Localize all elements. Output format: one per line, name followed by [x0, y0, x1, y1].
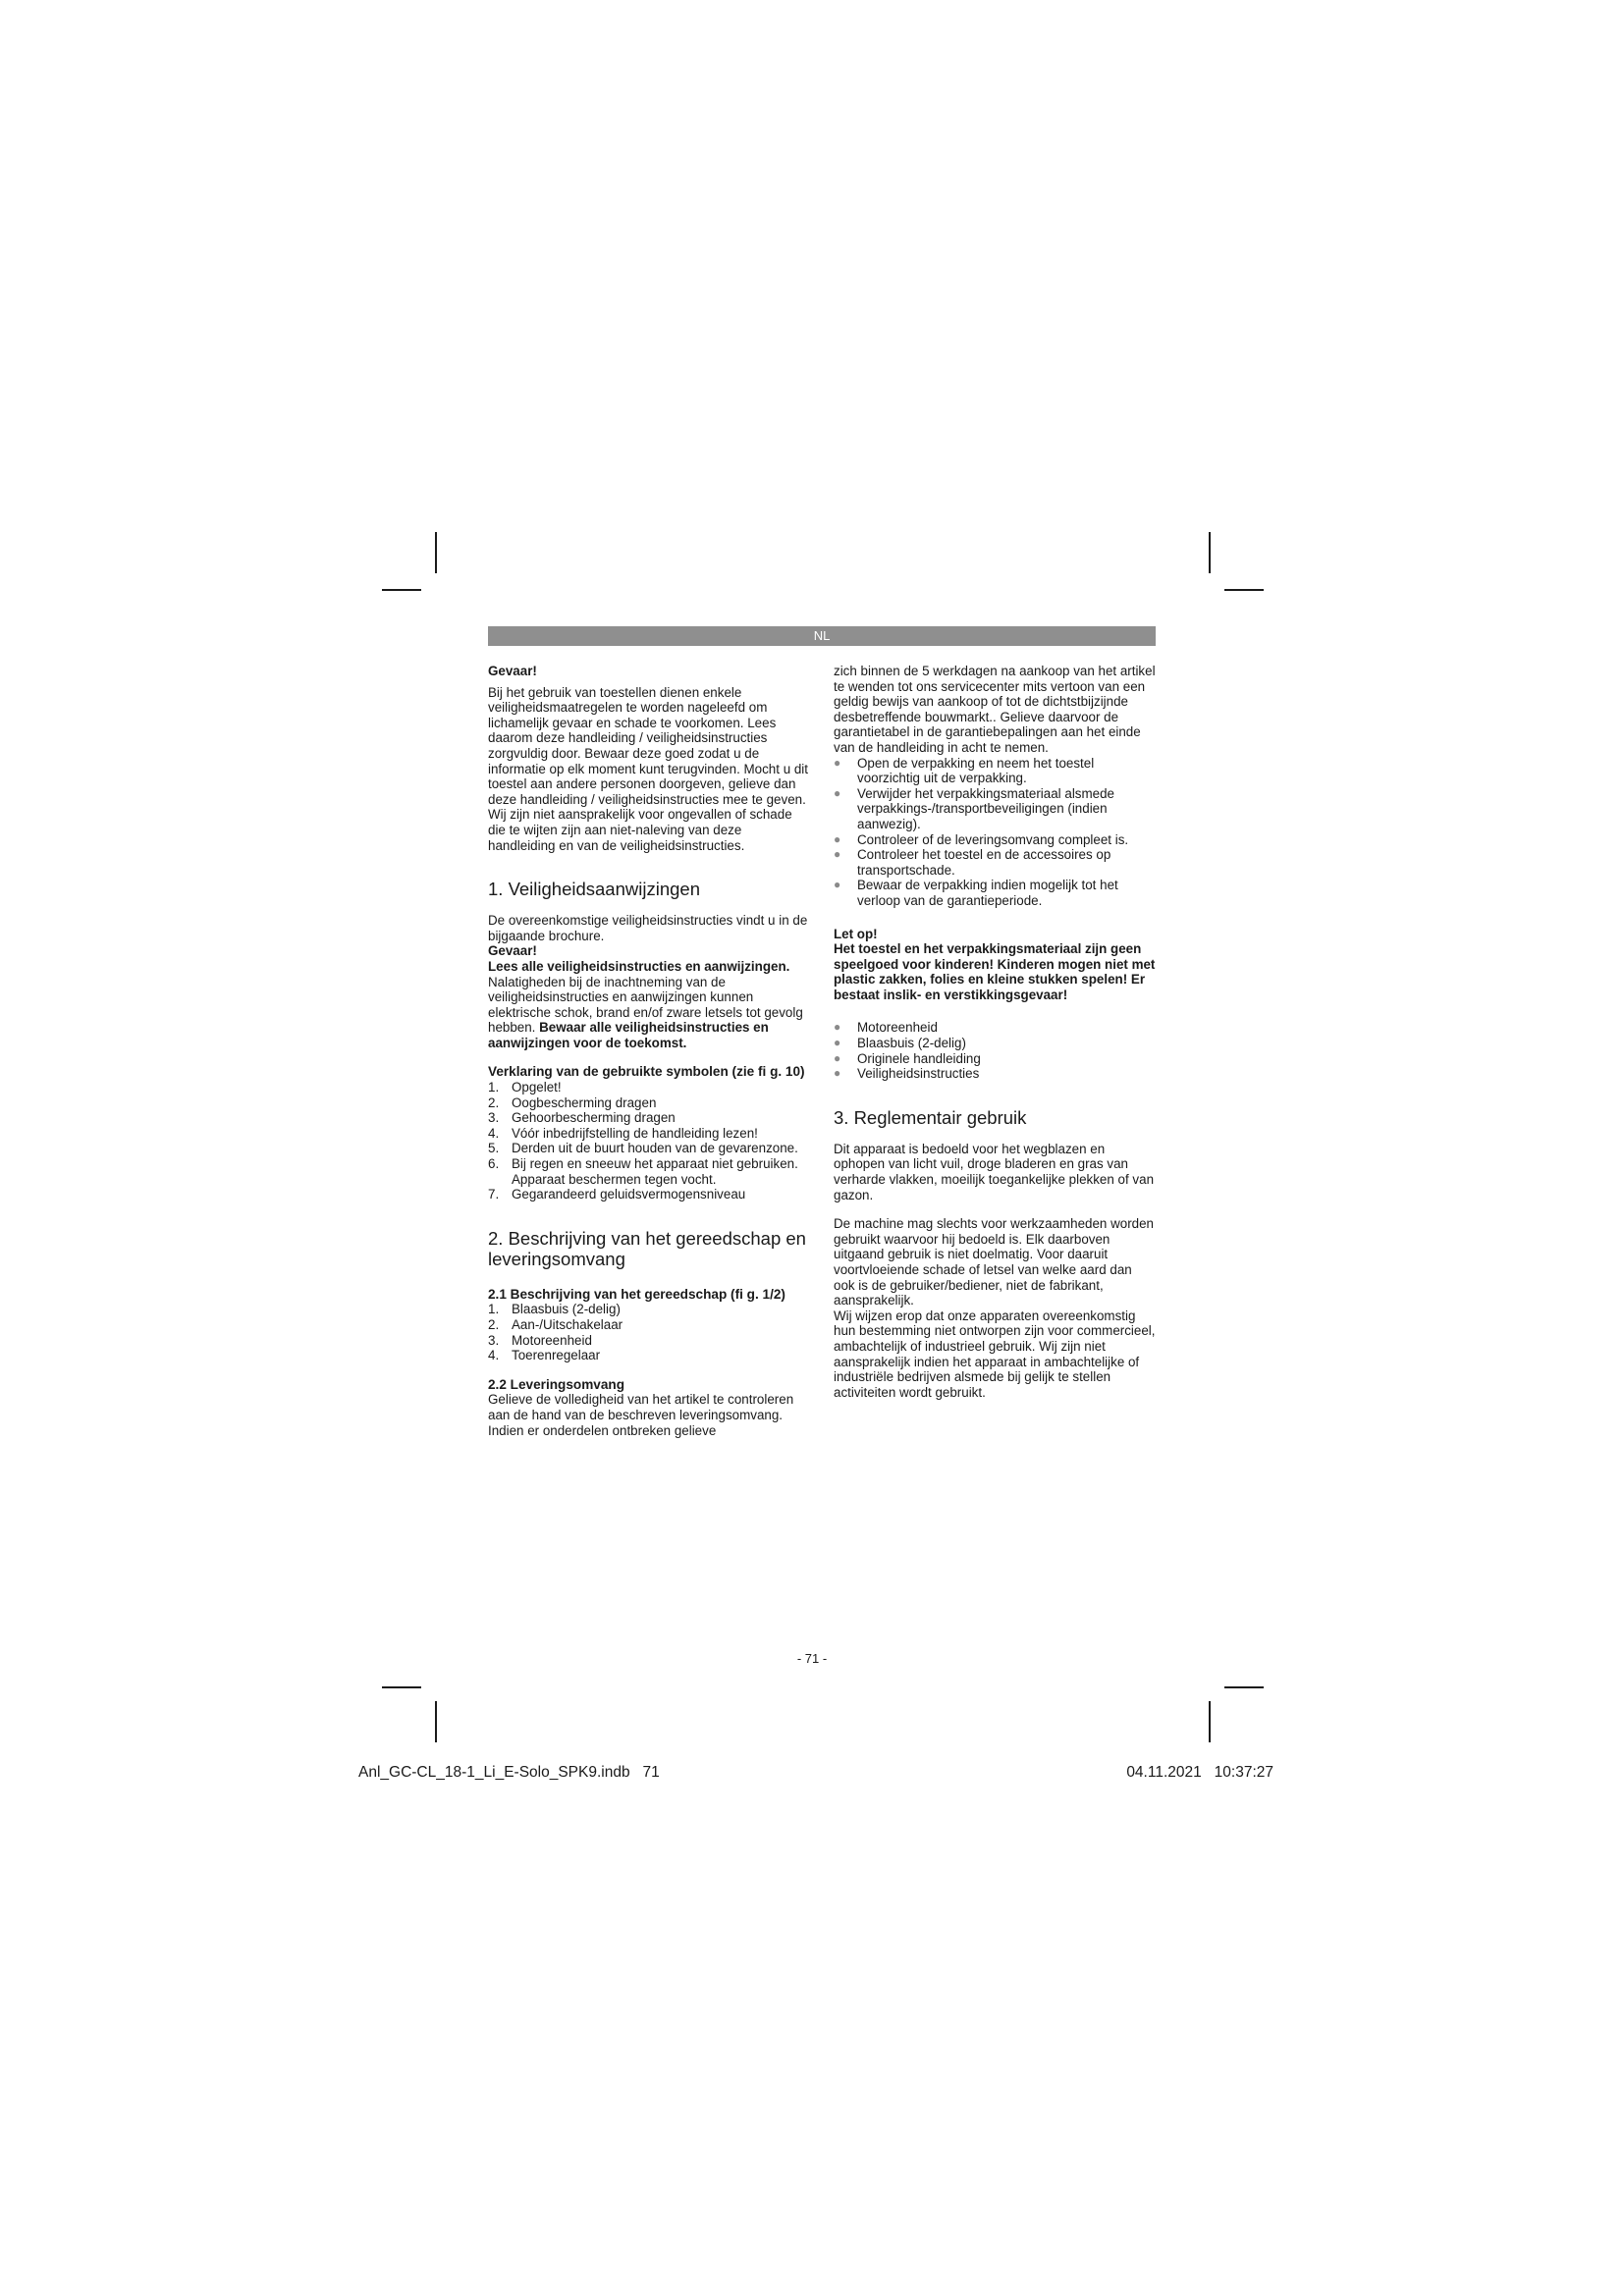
section-1-warning: Gevaar!	[488, 943, 537, 959]
crop-mark	[382, 589, 421, 591]
list-item: ● Blaasbuis (2-delig)	[834, 1036, 966, 1051]
crop-mark	[1209, 1701, 1211, 1742]
crop-mark	[1209, 532, 1211, 573]
tool-parts-list	[488, 1302, 810, 1362]
list-item: ● Controleer of de leveringsomvang compleet is.	[834, 831, 1129, 847]
list-item: 3. Gehoorbescherming dragen	[488, 1110, 676, 1126]
section-1-intro: De overeenkomstige veiligheidsinstructies vindt u in de bijgaande brochure.	[488, 913, 808, 943]
list-item: 4. Vóór inbedrijfstelling de handleiding lezen!	[488, 1125, 758, 1141]
delivery-contents-list	[834, 1020, 1156, 1081]
crop-mark	[435, 532, 437, 573]
page-number: - 71 -	[796, 1651, 828, 1666]
list-item: 1. Blaasbuis (2-delig)	[488, 1302, 621, 1317]
section-3-paragraph: De machine mag slechts voor werkzaamheden worden gebruikt waarvoor hij bedoeld is. Elk daarboven uitgaand gebruik is niet doelmatig. Voor daaruit voortvloeiende schade of letsel van welke aard dan ook is de gebruiker/bediener, niet de fabrikant, aansprakelijk.	[834, 1216, 1154, 1308]
list-item: ● Veiligheidsinstructies	[834, 1066, 980, 1082]
list-item: 3. Motoreenheid	[488, 1332, 592, 1348]
unpacking-steps-list	[834, 756, 1156, 909]
section-2-2-text: Gelieve de volledigheid van het artikel te controleren aan de hand van de beschreven leveringsomvang. Indien er onderdelen ontbreken gelieve	[488, 1392, 794, 1438]
list-item: 6. Bij regen en sneeuw het apparaat niet gebruiken. Apparaat beschermen tegen vocht.	[488, 1156, 798, 1187]
footer-filename: Anl_GC-CL_18-1_Li_E-Solo_SPK9.indb 71	[358, 1764, 660, 1781]
crop-mark	[435, 1701, 437, 1742]
section-1-warning-text: Lees alle veiligheidsinstructies en aanwijzingen. Nalatigheden bij de inachtneming van de veiligheidsinstructies en aanwijzingen kunnen elektrische schok, brand en/of zware letsels tot gevolg hebben. Bewaar alle veiligheidsinstructies en aanwijzingen voor de toekomst.	[488, 958, 803, 1050]
symbols-list	[488, 1080, 810, 1202]
continued-text: zich binnen de 5 werkdagen na aankoop van het artikel te wenden tot ons servicecenter mits vertoon van een geldig bewijs van aankoop of tot de dichtstbijzijnde desbetreffende bouwmarkt.. Gelieve daarvoor de garantietabel in de garantiebepalingen aan het einde van de handleiding in acht te nemen.	[834, 664, 1156, 755]
language-header-bar: NL	[488, 626, 1156, 646]
crop-mark	[1224, 589, 1264, 591]
footer-datetime: 04.11.2021 10:37:27	[1126, 1764, 1273, 1781]
section-3-paragraph: Wij wijzen erop dat onze apparaten overeenkomstig hun bestemming niet ontworpen zijn voor commercieel, ambachtelijk of industrieel gebruik. Wij zijn niet aansprakelijk indien het apparaat in ambachtelijke of industriële bedrijven alsmede bij gelijk te stellen activiteiten wordt gebruikt.	[834, 1308, 1156, 1400]
list-item: ● Motoreenheid	[834, 1020, 938, 1036]
caution-title: Let op!	[834, 926, 878, 941]
list-item: 4. Toerenregelaar	[488, 1348, 601, 1363]
right-column	[834, 664, 1156, 1400]
list-item: ● Bewaar de verpakking indien mogelijk tot het verloop van de garantieperiode.	[834, 878, 1118, 908]
section-2-2-heading: 2.2 Leveringsomvang	[488, 1376, 625, 1392]
crop-mark	[382, 1686, 421, 1688]
warning-title: Gevaar!	[488, 664, 537, 678]
caution-text: Het toestel en het verpakkingsmateriaal zijn geen speelgoed voor kinderen! Kinderen mogen niet met plastic zakken, folies en kleine stukken spelen! Er bestaat inslik- en verstikkingsgevaar!	[834, 941, 1156, 1002]
section-2-1-heading: 2.1 Beschrijving van het gereedschap (fi g. 1/2)	[488, 1286, 785, 1302]
symbols-heading: Verklaring van de gebruikte symbolen (zie fi g. 10)	[488, 1064, 805, 1080]
list-item: 7. Gegarandeerd geluidsvermogensniveau	[488, 1187, 746, 1202]
crop-mark	[1224, 1686, 1264, 1688]
list-item: 1. Opgelet!	[488, 1080, 562, 1095]
list-item: ● Controleer het toestel en de accessoires op transportschade.	[834, 847, 1111, 878]
left-column	[488, 664, 810, 1438]
list-item: ● Open de verpakking en neem het toestel voorzichtig uit de verpakking.	[834, 755, 1095, 786]
list-item: 2. Oogbescherming dragen	[488, 1095, 657, 1110]
section-2-heading: 2. Beschrijving van het gereedschap en leveringsomvang	[488, 1227, 806, 1269]
section-1-heading: 1. Veiligheidsaanwijzingen	[488, 879, 700, 900]
list-item: ● Originele handleiding	[834, 1050, 981, 1066]
list-item: ● Verwijder het verpakkingsmateriaal alsmede verpakkings-/transportbeveiligingen (indien aanwezig).	[834, 785, 1114, 831]
section-3-heading: 3. Reglementair gebruik	[834, 1106, 1027, 1128]
list-item: 2. Aan-/Uitschakelaar	[488, 1317, 623, 1332]
section-3-paragraph: Dit apparaat is bedoeld voor het wegblazen en ophopen van licht vuil, droge bladeren en gras van verharde vlakken, moeilijk toegankelijke plekken of van gazon.	[834, 1141, 1155, 1202]
list-item: 5. Derden uit de buurt houden van de gevarenzone.	[488, 1141, 798, 1156]
warning-text: Bij het gebruik van toestellen dienen enkele veiligheidsmaatregelen te worden nageleefd om lichamelijk gevaar en schade te voorkomen. Lees daarom deze handleiding / veiligheidsinstructies zorgvuldig door. Bewaar deze goed zodat u de informatie op elk moment kunt terugvinden. Mocht u dit toestel aan andere personen doorgeven, gelieve dan deze handleiding / veiligheidsinstructies mee te geven. Wij zijn niet aansprakelijk voor ongevallen of schade die te wijten zijn aan niet-naleving van deze handleiding en van de veiligheidsinstructies.	[488, 684, 809, 853]
